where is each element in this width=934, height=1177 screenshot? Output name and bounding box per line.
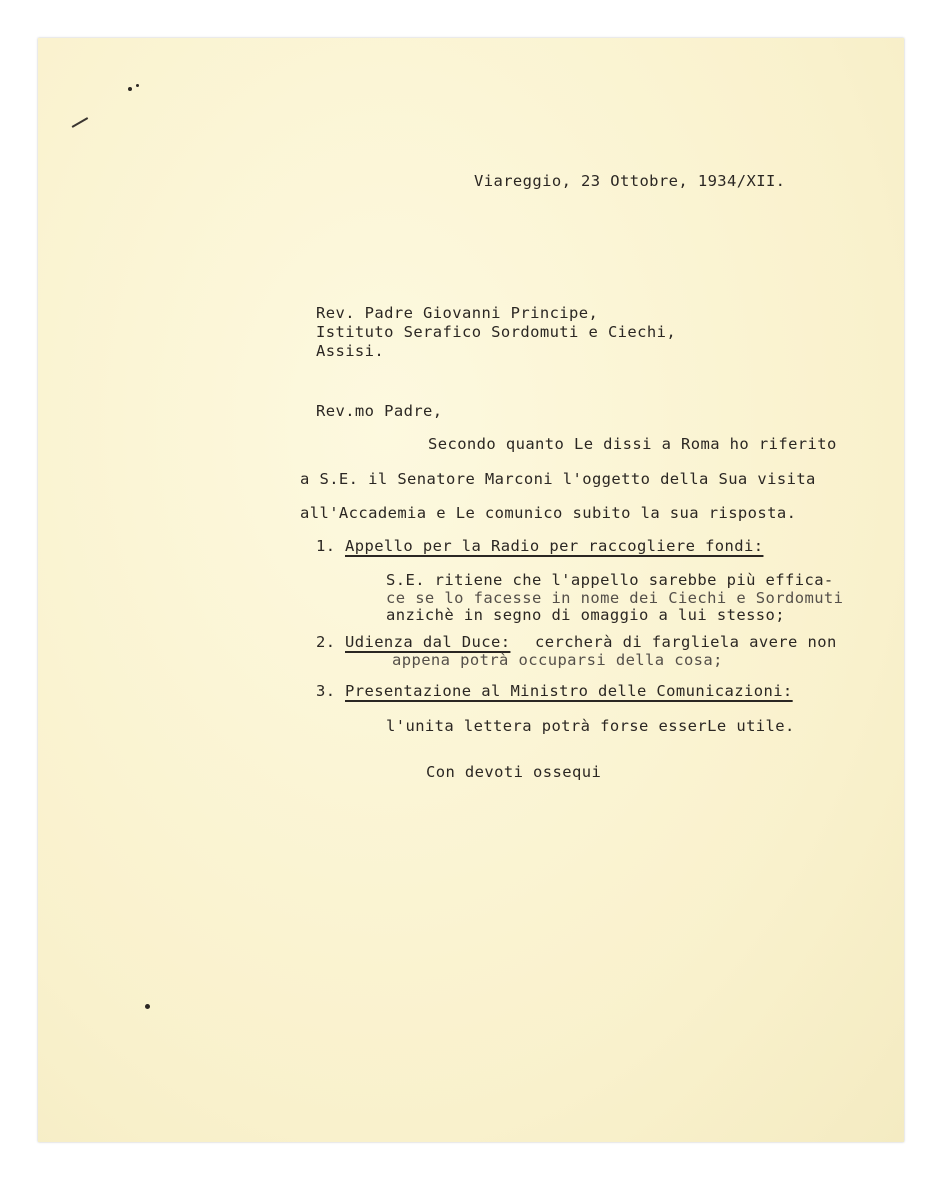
item-body-line: ce se lo facesse in nome dei Ciechi e Sordomuti xyxy=(386,589,844,607)
item-heading: Presentazione al Ministro delle Comunicazioni: xyxy=(345,682,793,700)
item-number: 1. xyxy=(316,537,336,555)
recipient-line: Rev. Padre Giovanni Principe, xyxy=(316,304,599,322)
item-body-line: l'unita lettera potrà forse esserLe utile. xyxy=(386,717,795,735)
closing: Con devoti ossequi xyxy=(426,763,602,781)
ink-speck xyxy=(136,84,139,87)
salutation: Rev.mo Padre, xyxy=(316,402,443,420)
ink-speck xyxy=(128,87,132,91)
pencil-mark xyxy=(72,117,88,127)
recipient-line: Assisi. xyxy=(316,342,385,360)
item-heading-tail: cercherà di fargliela avere non xyxy=(535,633,837,651)
item-body-line: appena potrà occuparsi della cosa; xyxy=(392,651,723,669)
letter-page xyxy=(38,38,904,1142)
item-body-line: S.E. ritiene che l'appello sarebbe più effica- xyxy=(386,571,834,589)
date-line: Viareggio, 23 Ottobre, 1934/XII. xyxy=(474,172,786,190)
item-number: 2. xyxy=(316,633,336,651)
ink-dot xyxy=(145,1004,150,1009)
intro-line: a S.E. il Senatore Marconi l'oggetto della Sua visita xyxy=(300,470,816,488)
intro-line: all'Accademia e Le comunico subito la sua risposta. xyxy=(300,504,797,522)
recipient-line: Istituto Serafico Sordomuti e Ciechi, xyxy=(316,323,677,341)
item-heading: Appello per la Radio per raccogliere fondi: xyxy=(345,537,764,555)
item-heading: Udienza dal Duce: xyxy=(345,633,511,651)
intro-line: Secondo quanto Le dissi a Roma ho riferito xyxy=(428,435,837,453)
item-body-line: anzichè in segno di omaggio a lui stesso; xyxy=(386,606,786,624)
item-number: 3. xyxy=(316,682,336,700)
